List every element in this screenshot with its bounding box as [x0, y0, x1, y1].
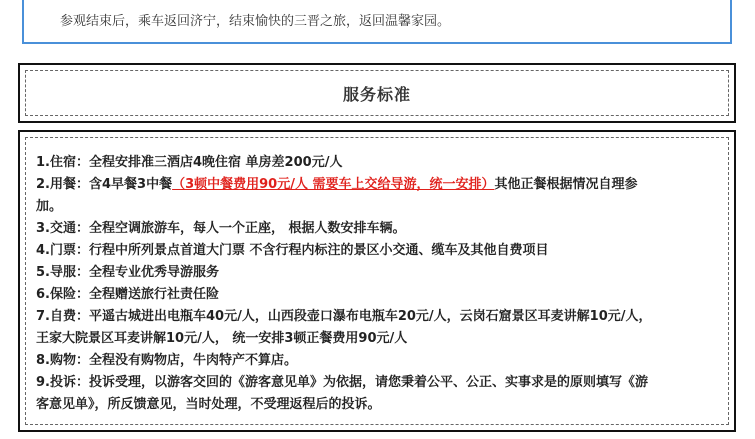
- section-title: 服务标准: [342, 84, 411, 104]
- item-lodging: 1.住宿：全程安排准三酒店4晚住宿 单房差200元/人: [36, 155, 343, 170]
- item-insurance: 6.保险：全程赠送旅行社责任险: [36, 287, 219, 302]
- item-tickets: 4.门票：行程中所列景点首道大门票 不含行程内标注的景区小交通、缆车及其他自费项目: [36, 243, 549, 258]
- intro-text: 参观结束后，乘车返回济宁，结束愉快的三晋之旅，返回温馨家园。: [60, 14, 451, 29]
- item-complaint-1: 9.投诉：投诉受理，以游客交回的《游客意见单》为依据，请您秉着公平、公正、实事求是的原则填写《游: [36, 375, 648, 390]
- item-self-pay-1: 7.自费：平遥古城进出电瓶车40元/人，山西段壶口瀑布电瓶车20元/人，云岗石窟景区耳麦讲解10元/人，: [36, 309, 652, 324]
- item-shopping: 8.购物：全程没有购物店，牛肉特产不算店。: [36, 353, 297, 368]
- section-title-box: [18, 63, 736, 123]
- item-meals: [36, 174, 728, 196]
- item-self-pay-2: 王家大院景区耳麦讲解10元/人， 统一安排3顿正餐费用90元/人: [36, 331, 408, 346]
- service-standard-list: [25, 137, 729, 425]
- item-guide: 5.导服：全程专业优秀导游服务: [36, 265, 219, 280]
- item-meals-suffix: 其他正餐根据情况自理参: [494, 177, 638, 192]
- service-standard-box: [18, 130, 736, 432]
- intro-box: [22, 0, 732, 44]
- item-transport: 3.交通：全程空调旅游车，每人一个正座， 根据人数安排车辆。: [36, 221, 406, 236]
- item-meals-highlight: （3顿中餐费用90元/人 需要车上交给导游，统一安排）: [172, 177, 495, 192]
- item-meals-prefix: 2.用餐：含4早餐3中餐: [36, 177, 173, 192]
- item-meals-continued: 加。: [36, 199, 63, 214]
- section-title-frame: [25, 70, 729, 116]
- item-complaint-2: 客意见单》，所反馈意见，当时处理，不受理返程后的投诉。: [36, 397, 381, 412]
